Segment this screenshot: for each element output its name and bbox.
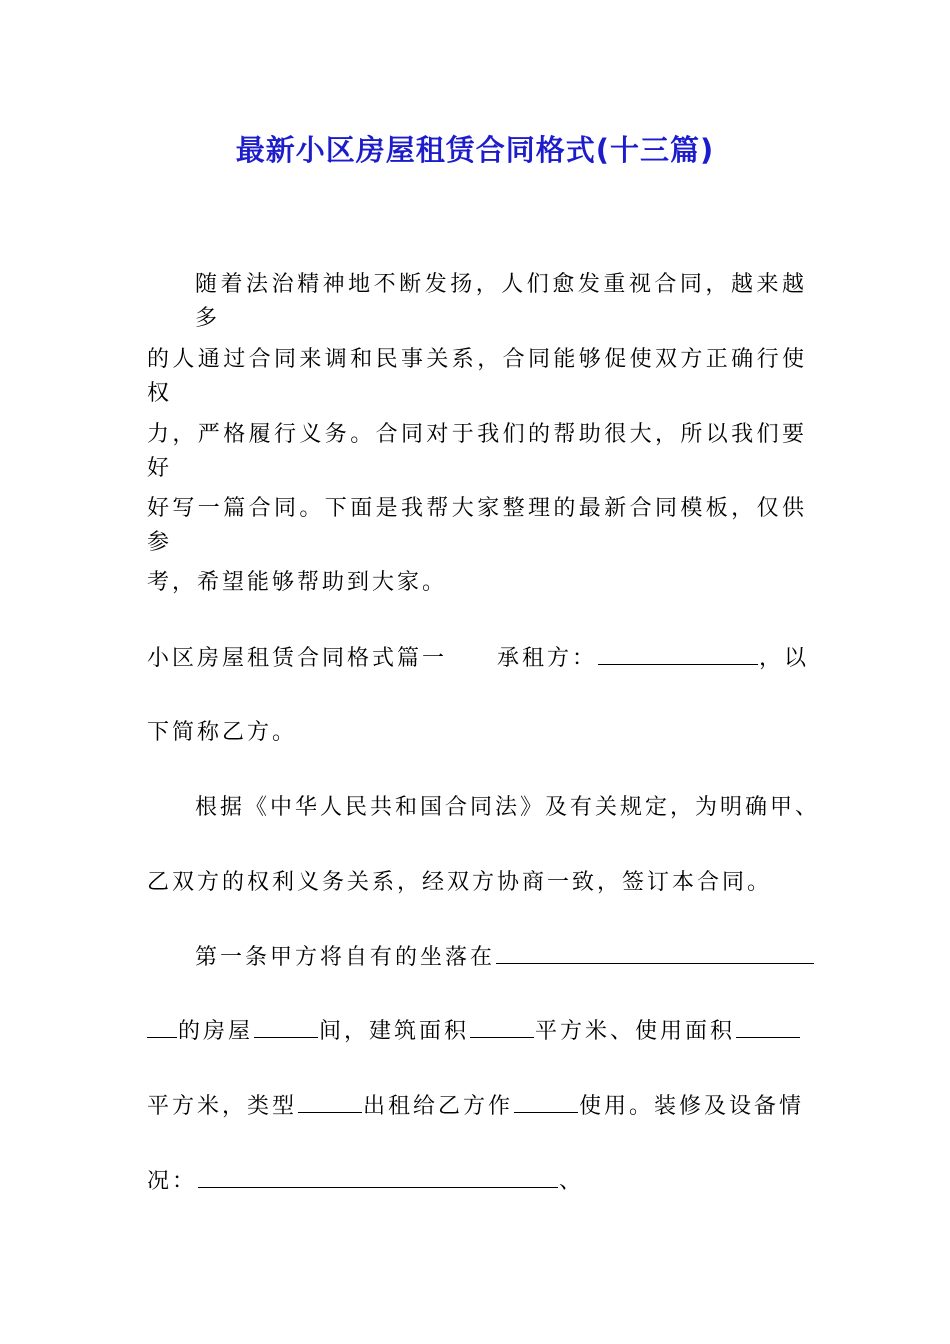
article1-line-3: [147, 1090, 807, 1124]
building-area-blank: [470, 1015, 534, 1038]
section1-heading-line: [147, 642, 810, 676]
article1-line-4: [147, 1165, 807, 1199]
rent-to-label: 出租给乙方作: [363, 1094, 514, 1119]
article1-line-1: [195, 941, 807, 975]
usable-area-label: 平方米、使用面积: [535, 1019, 736, 1044]
article1-location-label: 第一条甲方将自有的坐落在: [195, 945, 496, 970]
purpose-blank: [514, 1090, 578, 1113]
house-label: 的房屋: [178, 1019, 254, 1044]
condition-end: 、: [559, 1169, 585, 1194]
tenant-suffix: ，以: [759, 646, 810, 671]
type-blank: [298, 1090, 362, 1113]
tenant-continuation: 下简称乙方。: [147, 720, 298, 745]
article1-line-2: [147, 1015, 807, 1049]
tenant-blank: [598, 642, 758, 665]
building-area-label: 间，建筑面积: [319, 1019, 470, 1044]
intro-line-5: 考，希望能够帮助到大家。: [147, 570, 448, 595]
tenant-label: 承租方：: [497, 646, 598, 671]
condition-label: 况：: [147, 1169, 198, 1194]
intro-line-1: 随着法治精神地不断发扬，人们愈发重视合同，越来越多: [195, 272, 807, 331]
basis-line-2: 乙双方的权利义务关系，经双方协商一致，签订本合同。: [147, 870, 773, 895]
section1-heading: 小区房屋租赁合同格式篇一: [147, 646, 448, 671]
intro-line-4: 好写一篇合同。下面是我帮大家整理的最新合同模板，仅供参: [147, 496, 807, 555]
decoration-label: 使用。装修及设备情: [579, 1094, 805, 1119]
intro-line-2: 的人通过合同来调和民事关系，合同能够促使双方正确行使权: [147, 347, 807, 406]
basis-line-1: 根据《中华人民共和国合同法》及有关规定，为明确甲、: [195, 795, 821, 820]
condition-blank: [198, 1165, 558, 1188]
rooms-blank: [254, 1015, 318, 1038]
location-blank-cont: [147, 1015, 177, 1038]
usable-area-blank: [736, 1015, 800, 1038]
type-label: 平方米，类型: [147, 1094, 298, 1119]
location-blank: [496, 941, 814, 964]
document-title: 最新小区房屋租赁合同格式(十三篇): [235, 133, 715, 167]
intro-line-3: 力，严格履行义务。合同对于我们的帮助很大，所以我们要好: [147, 422, 807, 481]
